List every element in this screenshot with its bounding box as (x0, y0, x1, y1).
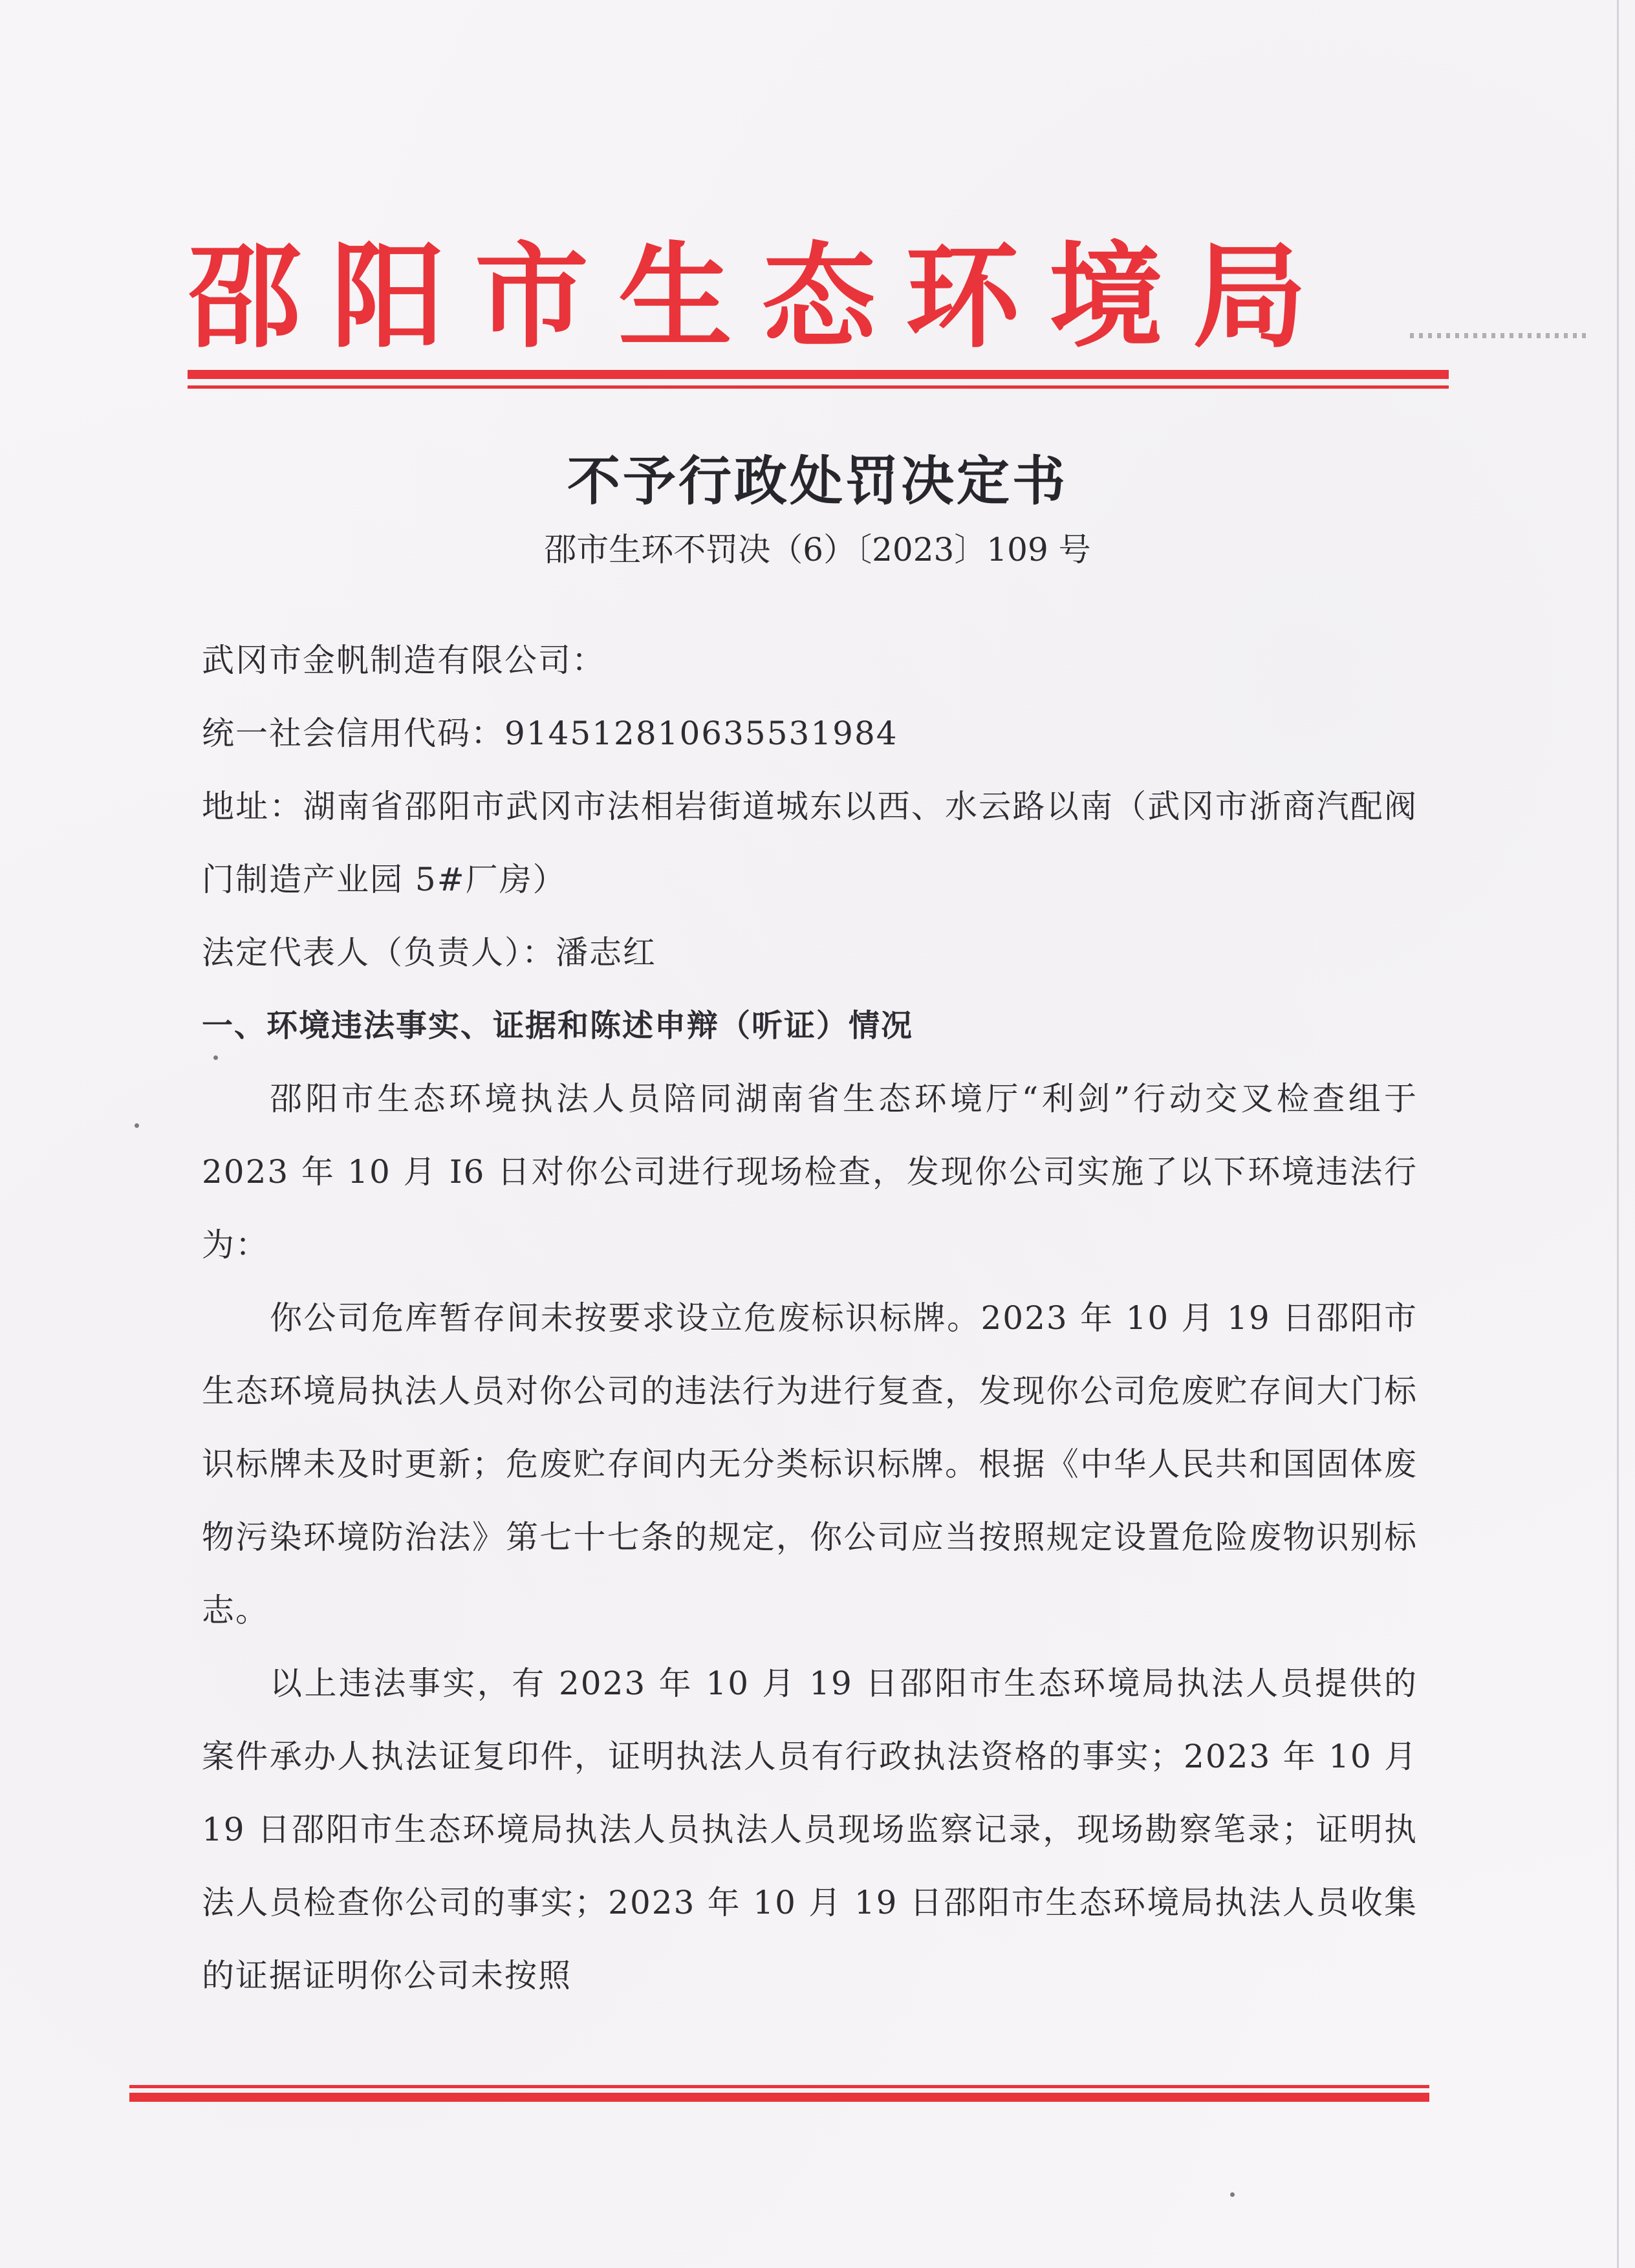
scan-edge-line (1617, 0, 1619, 2268)
recipient-name: 武冈市金帆制造有限公司： (202, 642, 605, 679)
document-number: 邵市生环不罚决（6）〔2023〕109 号 (544, 531, 1091, 568)
recipient-address: 地址：湖南省邵阳市武冈市法相岩街道城东以西、水云路以南（武冈市浙商汽配阀门制造产业园 5#厂房） (202, 788, 1418, 898)
letterhead-agency-name: 邵阳市生态环境局 (188, 231, 1337, 363)
scan-speck (1230, 2192, 1235, 2197)
letterhead-rule-thick (188, 370, 1449, 379)
footer-rule-thin (129, 2085, 1429, 2088)
document-body (202, 624, 1418, 2013)
section-heading: 一、环境违法事实、证据和陈述申辩（听证）情况 (202, 1008, 914, 1044)
paragraph-evidence: 以上违法事实，有 2023 年 10 月 19 日邵阳市生态环境局执法人员提供的案件承办人执法证复印件，证明执法人员有行政执法资格的事实；2023 年 10 月 19 日邵阳市生态环境局执法人员执法人员现场监察记录，现场勘察笔录；证明执法人员检查你公司的事实；2023 年 10 月 19 日邵阳市生态环境局执法人员收集的证据证明你公司未按照 (202, 1665, 1418, 1994)
scan-streak (1410, 333, 1591, 338)
recipient-representative: 法定代表人（负责人）：潘志红 (202, 934, 656, 971)
footer-rule-thick (129, 2093, 1429, 2102)
scan-speck (213, 1055, 218, 1060)
paragraph-violation: 你公司危库暂存间未按要求设立危废标识标牌。2023 年 10 月 19 日邵阳市生态环境局执法人员对你公司的违法行为进行复查，发现你公司危废贮存间大门标识标牌未及时更新；危废贮存间内无分类标识标牌。根据《中华人民共和国固体废物污染环境防治法》第七十七条的规定，你公司应当按照规定设置危险废物识别标志。 (202, 1299, 1418, 1629)
recipient-credit-code: 统一社会信用代码：914512810635531984 (202, 715, 898, 752)
scan-speck (135, 1123, 139, 1128)
document-title: 不予行政处罚决定书 (567, 451, 1068, 512)
paragraph-inspection: 邵阳市生态环境执法人员陪同湖南省生态环境厅“利剑”行动交叉检查组于 2023 年 10 月 I6 日对你公司进行现场检查，发现你公司实施了以下环境违法行为： (202, 1080, 1418, 1264)
letterhead-rule-thin (188, 385, 1449, 389)
